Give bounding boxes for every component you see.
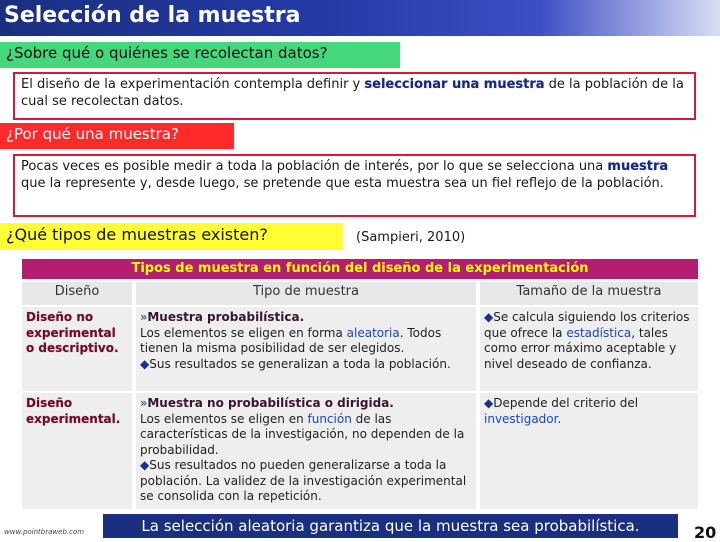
row-2-tamano [480, 393, 698, 509]
row-2-tam-pre: Depende del criterio del [493, 396, 639, 410]
table-header-tipo: Tipo de muestra [136, 282, 476, 305]
answer-1-text-end: de la población de la cual se recolectan datos. [21, 77, 684, 109]
answer-2-box [13, 154, 696, 217]
website-link[interactable]: www.pointbraweb.com [4, 528, 85, 536]
row-2-marker-icon: » [140, 396, 148, 410]
citation: (Sampieri, 2010) [356, 230, 466, 245]
row-1-tam-pre: Se calcula siguiendo los criterios que ofrece la [484, 310, 690, 340]
row-1-tam-post: , tales como error máximo aceptable y nivel deseado de confianza. [484, 325, 677, 371]
row-1-tam-diamond-icon: ◆ [484, 310, 494, 324]
question-2-banner: ¿Por qué una muestra? [0, 123, 234, 149]
table-header-diseno: Diseño [22, 282, 132, 305]
row-1-marker-icon: » [140, 310, 148, 324]
row-2-tam-post: . [557, 411, 562, 426]
page-title: Selección de la muestra [4, 3, 301, 28]
table-title: Tipos de muestra en función del diseño de la experimentación [131, 261, 589, 276]
row-1-tam-keyword: estadística [566, 325, 632, 340]
row-1-tipo [136, 307, 476, 391]
row-1-tipo-keyword: aleatoria [346, 325, 400, 340]
row-2-tipo-l2: Sus resultados no pueden generalizarse a toda la población. La validez de la investigación experimental se consolida con la repetición. [140, 458, 467, 503]
row-2-tipo-keyword: función [307, 411, 352, 426]
answer-2-text-end: que la represente y, desde luego, se pretende que esta muestra sea un fiel reflejo de la población. [21, 176, 664, 191]
row-1-tipo-l1-post: . Todos tienen la misma posibilidad de ser elegidos. [140, 325, 442, 355]
row-2-diseno: Diseño experimental. [22, 393, 132, 509]
table-header-tamano: Tamaño de la muestra [480, 282, 698, 305]
row-2-tipo [136, 393, 476, 509]
row-1-tipo-l1-pre: Los elementos se eligen en forma [140, 325, 347, 340]
row-2-tipo-title-line [140, 396, 472, 412]
row-2-tipo-l1-post: de las características de la investigación, no dependen de la probabilidad. [140, 411, 465, 457]
row-1-tipo-title-line [140, 310, 472, 326]
question-3-banner: ¿Qué tipos de muestras existen? [0, 223, 343, 250]
question-1-banner: ¿Sobre qué o quiénes se recolectan datos? [0, 42, 400, 68]
answer-2-highlight: muestra [607, 159, 669, 174]
row-2-tam-diamond-icon: ◆ [484, 396, 494, 410]
row-2-diamond-icon: ◆ [140, 458, 150, 472]
row-1-diseno: Diseño no experimental o descriptivo. [22, 307, 132, 391]
row-1-tipo-line-2 [140, 357, 472, 373]
row-1-tamano [480, 307, 698, 391]
row-2-tipo-l1-pre: Los elementos se eligen en [140, 411, 308, 426]
row-1-diamond-icon: ◆ [140, 356, 150, 371]
row-2-tipo-line-2 [140, 458, 472, 505]
row-2-tam-keyword: investigador [484, 411, 558, 426]
row-2-tipo-line-1 [140, 412, 472, 459]
row-2-tipo-title: Muestra no probabilística o dirigida. [147, 396, 394, 410]
answer-1-highlight: seleccionar una muestra [364, 77, 545, 92]
page-number: 20 [694, 523, 717, 542]
row-1-tipo-l2: Sus resultados se generalizan a toda la población. [149, 356, 451, 371]
answer-2-text: Pocas veces es posible medir a toda la población de interés, por lo que se selecciona una [21, 159, 608, 174]
footer-statement: La selección aleatoria garantiza que la muestra sea probabilística. [141, 517, 640, 535]
answer-1-text: El diseño de la experimentación contempla definir y [21, 77, 365, 92]
answer-1-box [13, 72, 696, 120]
row-1-tipo-line-1 [140, 326, 472, 357]
row-1-tipo-title: Muestra probabilística. [147, 310, 305, 324]
